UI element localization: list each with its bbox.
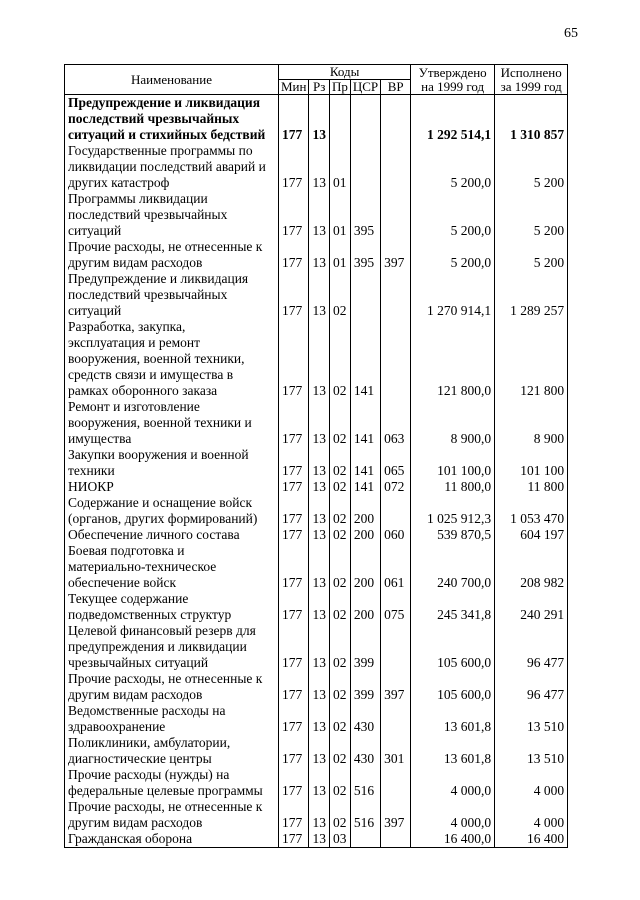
cell-pr: 01 bbox=[329, 143, 350, 191]
cell-csr: 430 bbox=[350, 735, 380, 767]
row-name-line: подведомственных структур bbox=[68, 607, 232, 622]
cell-pr: 02 bbox=[329, 479, 350, 495]
cell-rz: 13 bbox=[309, 319, 330, 399]
row-name bbox=[65, 831, 279, 848]
cell-pr: 02 bbox=[329, 399, 350, 447]
cell-vr: 065 bbox=[381, 447, 411, 479]
cell-pr: 02 bbox=[329, 543, 350, 591]
cell-approved: 4 000,0 bbox=[411, 767, 495, 799]
cell-min: 177 bbox=[279, 735, 309, 767]
row-name-line: НИОКР bbox=[68, 479, 114, 494]
row-name-line: Боевая подготовка и bbox=[68, 543, 185, 558]
cell-approved: 240 700,0 bbox=[411, 543, 495, 591]
row-name-line: ситуаций и стихийных бедствий bbox=[68, 127, 266, 142]
row-name-line: Разработка, закупка, bbox=[68, 319, 186, 334]
header-csr: ЦСР bbox=[350, 80, 380, 95]
cell-min: 177 bbox=[279, 623, 309, 671]
row-name-line: вооружения, военной техники, bbox=[68, 351, 245, 366]
cell-vr bbox=[381, 703, 411, 735]
row-name-line: Прочие расходы (нужды) на bbox=[68, 767, 230, 782]
header-codes: Коды bbox=[279, 65, 411, 80]
cell-vr bbox=[381, 95, 411, 144]
table-row bbox=[65, 399, 568, 447]
table-row bbox=[65, 319, 568, 399]
cell-pr: 02 bbox=[329, 591, 350, 623]
cell-min: 177 bbox=[279, 239, 309, 271]
cell-executed: 8 900 bbox=[495, 399, 568, 447]
cell-csr: 395 bbox=[350, 191, 380, 239]
table-row bbox=[65, 191, 568, 239]
cell-approved: 5 200,0 bbox=[411, 191, 495, 239]
cell-executed: 1 289 257 bbox=[495, 271, 568, 319]
cell-vr: 063 bbox=[381, 399, 411, 447]
cell-csr: 399 bbox=[350, 623, 380, 671]
cell-min: 177 bbox=[279, 591, 309, 623]
cell-executed: 96 477 bbox=[495, 623, 568, 671]
table-body bbox=[65, 95, 568, 848]
cell-csr: 399 bbox=[350, 671, 380, 703]
cell-executed: 11 800 bbox=[495, 479, 568, 495]
table-header bbox=[65, 65, 568, 95]
table-row bbox=[65, 95, 568, 144]
table-row bbox=[65, 239, 568, 271]
table-row bbox=[65, 447, 568, 479]
cell-vr: 397 bbox=[381, 799, 411, 831]
header-rz: Рз bbox=[309, 80, 330, 95]
cell-min: 177 bbox=[279, 447, 309, 479]
table-row bbox=[65, 623, 568, 671]
table-row bbox=[65, 271, 568, 319]
row-name-line: Ремонт и изготовление bbox=[68, 399, 200, 414]
row-name-line: Содержание и оснащение войск bbox=[68, 495, 253, 510]
row-name-line: последствий чрезвычайных bbox=[68, 287, 228, 302]
row-name bbox=[65, 399, 279, 447]
row-name-line: Прочие расходы, не отнесенные к bbox=[68, 239, 263, 254]
cell-approved: 121 800,0 bbox=[411, 319, 495, 399]
cell-vr: 301 bbox=[381, 735, 411, 767]
row-name bbox=[65, 703, 279, 735]
cell-csr: 516 bbox=[350, 767, 380, 799]
row-name bbox=[65, 591, 279, 623]
cell-executed: 5 200 bbox=[495, 191, 568, 239]
cell-vr: 060 bbox=[381, 527, 411, 543]
table-row bbox=[65, 527, 568, 543]
cell-vr: 072 bbox=[381, 479, 411, 495]
cell-approved: 13 601,8 bbox=[411, 703, 495, 735]
cell-approved: 105 600,0 bbox=[411, 671, 495, 703]
cell-vr bbox=[381, 191, 411, 239]
header-executed bbox=[495, 65, 568, 95]
row-name-line: Обеспечение личного состава bbox=[68, 527, 240, 542]
cell-csr: 395 bbox=[350, 239, 380, 271]
header-executed-line-2: за 1999 год bbox=[500, 78, 562, 94]
table-row bbox=[65, 543, 568, 591]
row-name-line: Целевой финансовый резерв для bbox=[68, 623, 256, 638]
cell-approved: 245 341,8 bbox=[411, 591, 495, 623]
cell-min: 177 bbox=[279, 495, 309, 527]
cell-executed: 4 000 bbox=[495, 767, 568, 799]
row-name-line: ситуаций bbox=[68, 303, 122, 318]
cell-csr bbox=[350, 831, 380, 848]
row-name-line: имущества bbox=[68, 431, 132, 446]
header-approved-line-1: Утверждено bbox=[418, 64, 487, 80]
row-name bbox=[65, 527, 279, 543]
cell-rz: 13 bbox=[309, 623, 330, 671]
row-name bbox=[65, 623, 279, 671]
cell-rz: 13 bbox=[309, 703, 330, 735]
cell-vr bbox=[381, 319, 411, 399]
row-name-line: Прочие расходы, не отнесенные к bbox=[68, 671, 263, 686]
cell-rz: 13 bbox=[309, 767, 330, 799]
cell-executed: 1 053 470 bbox=[495, 495, 568, 527]
cell-csr bbox=[350, 143, 380, 191]
table-row bbox=[65, 735, 568, 767]
cell-min: 177 bbox=[279, 191, 309, 239]
row-name-line: (органов, других формирований) bbox=[68, 511, 258, 526]
cell-pr: 02 bbox=[329, 671, 350, 703]
row-name bbox=[65, 319, 279, 399]
header-approved-line-2: на 1999 год bbox=[421, 78, 485, 94]
row-name-line: вооружения, военной техники и bbox=[68, 415, 252, 430]
row-name-line: Ведомственные расходы на bbox=[68, 703, 226, 718]
row-name-line: Гражданская оборона bbox=[68, 831, 193, 846]
cell-csr: 200 bbox=[350, 495, 380, 527]
cell-rz: 13 bbox=[309, 671, 330, 703]
row-name bbox=[65, 479, 279, 495]
row-name-line: техники bbox=[68, 463, 115, 478]
cell-csr: 516 bbox=[350, 799, 380, 831]
cell-pr: 02 bbox=[329, 767, 350, 799]
cell-rz: 13 bbox=[309, 191, 330, 239]
cell-approved: 5 200,0 bbox=[411, 239, 495, 271]
row-name-line: ликвидации последствий аварий и bbox=[68, 159, 266, 174]
cell-approved: 1 270 914,1 bbox=[411, 271, 495, 319]
row-name-line: Программы ликвидации bbox=[68, 191, 208, 206]
cell-min: 177 bbox=[279, 271, 309, 319]
cell-min: 177 bbox=[279, 799, 309, 831]
budget-table bbox=[64, 64, 568, 848]
cell-executed: 604 197 bbox=[495, 527, 568, 543]
table-row bbox=[65, 799, 568, 831]
table-row bbox=[65, 479, 568, 495]
row-name bbox=[65, 271, 279, 319]
cell-vr bbox=[381, 831, 411, 848]
row-name-line: Поликлиники, амбулатории, bbox=[68, 735, 231, 750]
cell-min: 177 bbox=[279, 479, 309, 495]
header-name: Наименование bbox=[65, 65, 279, 95]
header-vr: ВР bbox=[381, 80, 411, 95]
cell-approved: 1 025 912,3 bbox=[411, 495, 495, 527]
cell-pr: 02 bbox=[329, 735, 350, 767]
row-name-line: другим видам расходов bbox=[68, 815, 203, 830]
row-name-line: другим видам расходов bbox=[68, 687, 203, 702]
page-number: 65 bbox=[564, 26, 578, 41]
table-row bbox=[65, 671, 568, 703]
cell-vr: 075 bbox=[381, 591, 411, 623]
row-name-line: других катастроф bbox=[68, 175, 170, 190]
cell-pr: 02 bbox=[329, 495, 350, 527]
row-name-line: рамках оборонного заказа bbox=[68, 383, 218, 398]
cell-vr bbox=[381, 623, 411, 671]
cell-executed: 5 200 bbox=[495, 239, 568, 271]
row-name bbox=[65, 799, 279, 831]
table-row bbox=[65, 495, 568, 527]
row-name-line: Предупреждение и ликвидация bbox=[68, 95, 261, 110]
cell-min: 177 bbox=[279, 143, 309, 191]
cell-approved: 4 000,0 bbox=[411, 799, 495, 831]
row-name-line: предупреждения и ликвидации bbox=[68, 639, 247, 654]
cell-pr: 01 bbox=[329, 191, 350, 239]
cell-min: 177 bbox=[279, 831, 309, 848]
table-row bbox=[65, 703, 568, 735]
row-name-line: материально-техническое bbox=[68, 559, 217, 574]
row-name bbox=[65, 191, 279, 239]
row-name-line: здравоохранение bbox=[68, 719, 166, 734]
cell-approved: 11 800,0 bbox=[411, 479, 495, 495]
cell-csr: 430 bbox=[350, 703, 380, 735]
header-approved bbox=[411, 65, 495, 95]
cell-pr: 03 bbox=[329, 831, 350, 848]
cell-csr: 200 bbox=[350, 527, 380, 543]
cell-pr: 02 bbox=[329, 527, 350, 543]
cell-executed: 13 510 bbox=[495, 703, 568, 735]
cell-executed: 16 400 bbox=[495, 831, 568, 848]
row-name bbox=[65, 767, 279, 799]
cell-min: 177 bbox=[279, 671, 309, 703]
cell-approved: 13 601,8 bbox=[411, 735, 495, 767]
cell-vr bbox=[381, 767, 411, 799]
cell-executed: 240 291 bbox=[495, 591, 568, 623]
cell-approved: 539 870,5 bbox=[411, 527, 495, 543]
row-name bbox=[65, 95, 279, 144]
cell-csr: 200 bbox=[350, 543, 380, 591]
cell-csr: 141 bbox=[350, 479, 380, 495]
row-name-line: Закупки вооружения и военной bbox=[68, 447, 249, 462]
cell-rz: 13 bbox=[309, 543, 330, 591]
cell-executed: 13 510 bbox=[495, 735, 568, 767]
row-name-line: средств связи и имущества в bbox=[68, 367, 234, 382]
row-name-line: обеспечение войск bbox=[68, 575, 177, 590]
table-row bbox=[65, 591, 568, 623]
cell-rz: 13 bbox=[309, 399, 330, 447]
cell-vr: 397 bbox=[381, 239, 411, 271]
row-name-line: Прочие расходы, не отнесенные к bbox=[68, 799, 263, 814]
cell-executed: 96 477 bbox=[495, 671, 568, 703]
row-name-line: последствий чрезвычайных bbox=[68, 207, 228, 222]
cell-rz: 13 bbox=[309, 95, 330, 144]
cell-executed: 1 310 857 bbox=[495, 95, 568, 144]
cell-executed: 101 100 bbox=[495, 447, 568, 479]
row-name bbox=[65, 543, 279, 591]
row-name-line: Государственные программы по bbox=[68, 143, 253, 158]
row-name-line: федеральные целевые программы bbox=[68, 783, 263, 798]
cell-executed: 5 200 bbox=[495, 143, 568, 191]
cell-min: 177 bbox=[279, 527, 309, 543]
cell-rz: 13 bbox=[309, 495, 330, 527]
cell-approved: 8 900,0 bbox=[411, 399, 495, 447]
cell-rz: 13 bbox=[309, 527, 330, 543]
row-name bbox=[65, 735, 279, 767]
cell-pr: 02 bbox=[329, 703, 350, 735]
cell-vr bbox=[381, 143, 411, 191]
cell-min: 177 bbox=[279, 767, 309, 799]
table-row bbox=[65, 831, 568, 848]
cell-vr bbox=[381, 495, 411, 527]
row-name bbox=[65, 447, 279, 479]
row-name-line: ситуаций bbox=[68, 223, 122, 238]
row-name-line: чрезвычайных ситуаций bbox=[68, 655, 209, 670]
cell-min: 177 bbox=[279, 703, 309, 735]
cell-approved: 5 200,0 bbox=[411, 143, 495, 191]
cell-csr: 141 bbox=[350, 399, 380, 447]
cell-csr: 141 bbox=[350, 447, 380, 479]
cell-approved: 1 292 514,1 bbox=[411, 95, 495, 144]
header-pr: Пр bbox=[329, 80, 350, 95]
cell-approved: 101 100,0 bbox=[411, 447, 495, 479]
cell-pr: 02 bbox=[329, 319, 350, 399]
table-row bbox=[65, 143, 568, 191]
row-name bbox=[65, 495, 279, 527]
cell-approved: 105 600,0 bbox=[411, 623, 495, 671]
row-name-line: последствий чрезвычайных bbox=[68, 111, 240, 126]
cell-pr: 02 bbox=[329, 447, 350, 479]
cell-rz: 13 bbox=[309, 735, 330, 767]
row-name-line: другим видам расходов bbox=[68, 255, 203, 270]
table-row bbox=[65, 767, 568, 799]
cell-vr: 397 bbox=[381, 671, 411, 703]
cell-vr bbox=[381, 271, 411, 319]
cell-pr: 01 bbox=[329, 239, 350, 271]
cell-approved: 16 400,0 bbox=[411, 831, 495, 848]
cell-rz: 13 bbox=[309, 479, 330, 495]
row-name-line: Текущее содержание bbox=[68, 591, 189, 606]
cell-rz: 13 bbox=[309, 239, 330, 271]
cell-rz: 13 bbox=[309, 271, 330, 319]
row-name-line: Предупреждение и ликвидация bbox=[68, 271, 249, 286]
cell-pr: 02 bbox=[329, 799, 350, 831]
cell-rz: 13 bbox=[309, 799, 330, 831]
row-name bbox=[65, 671, 279, 703]
row-name bbox=[65, 143, 279, 191]
cell-csr bbox=[350, 271, 380, 319]
cell-rz: 13 bbox=[309, 831, 330, 848]
cell-min: 177 bbox=[279, 399, 309, 447]
header-executed-line-1: Исполнено bbox=[500, 64, 562, 80]
row-name-line: эксплуатация и ремонт bbox=[68, 335, 201, 350]
cell-csr bbox=[350, 95, 380, 144]
cell-rz: 13 bbox=[309, 447, 330, 479]
cell-rz: 13 bbox=[309, 143, 330, 191]
cell-rz: 13 bbox=[309, 591, 330, 623]
cell-executed: 208 982 bbox=[495, 543, 568, 591]
cell-pr bbox=[329, 95, 350, 144]
cell-vr: 061 bbox=[381, 543, 411, 591]
cell-min: 177 bbox=[279, 543, 309, 591]
row-name-line: диагностические центры bbox=[68, 751, 212, 766]
cell-executed: 121 800 bbox=[495, 319, 568, 399]
cell-pr: 02 bbox=[329, 271, 350, 319]
cell-csr: 200 bbox=[350, 591, 380, 623]
cell-min: 177 bbox=[279, 95, 309, 144]
row-name bbox=[65, 239, 279, 271]
cell-pr: 02 bbox=[329, 623, 350, 671]
cell-csr: 141 bbox=[350, 319, 380, 399]
cell-min: 177 bbox=[279, 319, 309, 399]
cell-executed: 4 000 bbox=[495, 799, 568, 831]
header-min: Мин bbox=[279, 80, 309, 95]
